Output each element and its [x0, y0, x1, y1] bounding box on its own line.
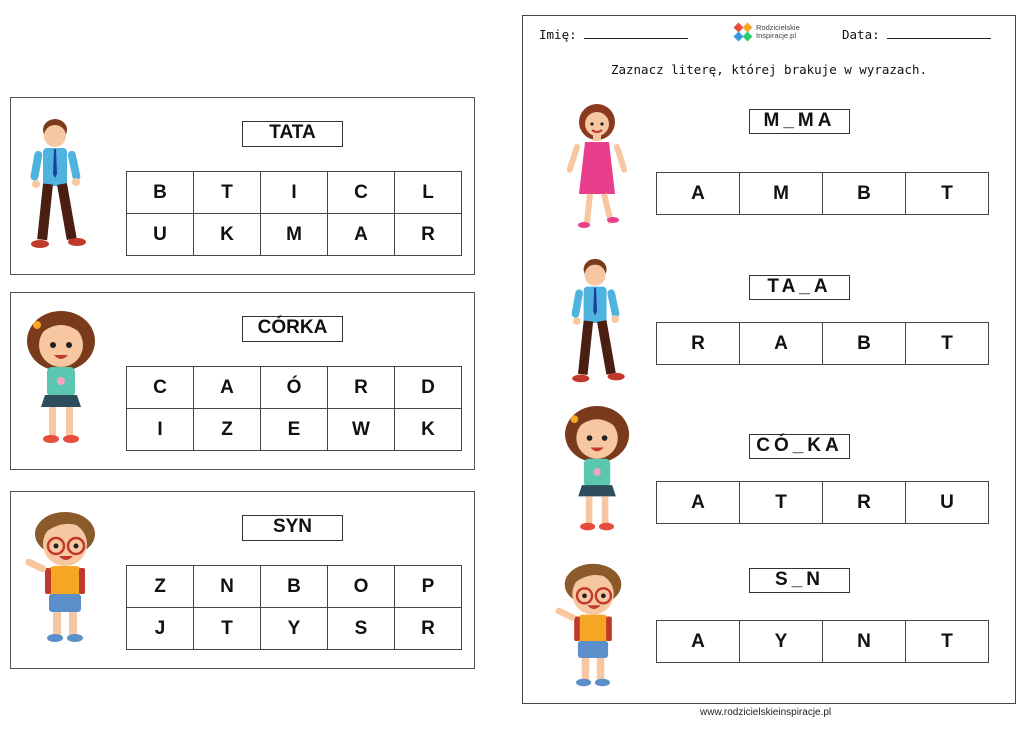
option-cell[interactable]: T — [906, 621, 989, 663]
letter-cell[interactable]: W — [328, 409, 395, 451]
letter-grid — [126, 565, 462, 650]
missing-letter-word: CÓ_KA — [749, 434, 850, 459]
letter-cell[interactable]: Ó — [261, 367, 328, 409]
option-cell[interactable]: B — [823, 323, 906, 365]
option-cell[interactable]: T — [906, 173, 989, 215]
option-cell[interactable]: N — [823, 621, 906, 663]
letter-cell[interactable]: U — [127, 214, 194, 256]
option-cell[interactable]: B — [823, 173, 906, 215]
logo-icon — [733, 22, 753, 42]
option-cell[interactable]: Y — [740, 621, 823, 663]
name-field[interactable] — [539, 25, 688, 42]
footer-url[interactable]: www.rodzicielskieinspiracje.pl — [700, 707, 832, 718]
option-cell[interactable]: T — [740, 482, 823, 524]
letter-grid — [126, 366, 462, 451]
letter-cell[interactable]: L — [395, 172, 462, 214]
option-cell[interactable]: R — [823, 482, 906, 524]
missing-letter-word: S_N — [749, 568, 850, 593]
letter-cell[interactable]: B — [127, 172, 194, 214]
letter-cell[interactable]: A — [328, 214, 395, 256]
letter-cell[interactable]: D — [395, 367, 462, 409]
word-card-tata — [10, 97, 475, 275]
name-label: Imię: — [539, 27, 577, 42]
option-row — [656, 322, 989, 365]
letter-cell[interactable]: I — [261, 172, 328, 214]
letter-cell[interactable]: C — [127, 367, 194, 409]
option-cell[interactable]: A — [657, 173, 740, 215]
letter-cell[interactable]: R — [395, 214, 462, 256]
letter-cell[interactable]: B — [261, 566, 328, 608]
option-cell[interactable]: R — [657, 323, 740, 365]
letter-cell[interactable]: T — [194, 608, 261, 650]
name-line[interactable] — [584, 25, 688, 39]
word-card-syn — [10, 491, 475, 669]
boy-icon — [21, 508, 109, 646]
letter-cell[interactable]: R — [328, 367, 395, 409]
missing-letter-word: M_MA — [749, 109, 850, 134]
target-word: CÓRKA — [242, 316, 343, 342]
letter-cell[interactable]: T — [194, 172, 261, 214]
option-cell[interactable]: M — [740, 173, 823, 215]
letter-cell[interactable]: N — [194, 566, 261, 608]
logo — [733, 22, 800, 42]
dad-icon — [567, 256, 627, 388]
option-row — [656, 481, 989, 524]
letter-cell[interactable]: Z — [194, 409, 261, 451]
word-card-corka — [10, 292, 475, 470]
letter-cell[interactable]: C — [328, 172, 395, 214]
letter-cell[interactable]: Z — [127, 566, 194, 608]
letter-cell[interactable]: O — [328, 566, 395, 608]
date-field[interactable] — [842, 25, 991, 42]
girl-icon — [23, 311, 101, 449]
letter-cell[interactable]: E — [261, 409, 328, 451]
letter-cell[interactable]: M — [261, 214, 328, 256]
letter-cell[interactable]: K — [395, 409, 462, 451]
option-cell[interactable]: A — [657, 621, 740, 663]
letter-cell[interactable]: S — [328, 608, 395, 650]
missing-letter-word: TA_A — [749, 275, 850, 300]
letter-cell[interactable]: P — [395, 566, 462, 608]
option-cell[interactable]: U — [906, 482, 989, 524]
letter-cell[interactable]: K — [194, 214, 261, 256]
logo-line2: Inspiracje.pl — [756, 31, 797, 40]
date-label: Data: — [842, 27, 880, 42]
letter-cell[interactable]: I — [127, 409, 194, 451]
boy-icon — [549, 560, 637, 690]
option-cell[interactable]: A — [740, 323, 823, 365]
option-cell[interactable]: A — [657, 482, 740, 524]
letter-cell[interactable]: J — [127, 608, 194, 650]
dad-icon — [27, 116, 87, 254]
girl-icon — [559, 406, 637, 536]
date-line[interactable] — [887, 25, 991, 39]
logo-line1: Rodzicielskie — [756, 22, 800, 32]
option-row — [656, 620, 989, 663]
letter-cell[interactable]: A — [194, 367, 261, 409]
target-word: SYN — [242, 515, 343, 541]
worksheet — [522, 15, 1016, 704]
letter-grid — [126, 171, 462, 256]
option-row — [656, 172, 989, 215]
letter-cell[interactable]: R — [395, 608, 462, 650]
option-cell[interactable]: T — [906, 323, 989, 365]
letter-cell[interactable]: Y — [261, 608, 328, 650]
target-word: TATA — [242, 121, 343, 147]
instruction: Zaznacz literę, której brakuje w wyrazach. — [610, 62, 928, 77]
mom-icon — [567, 102, 627, 232]
